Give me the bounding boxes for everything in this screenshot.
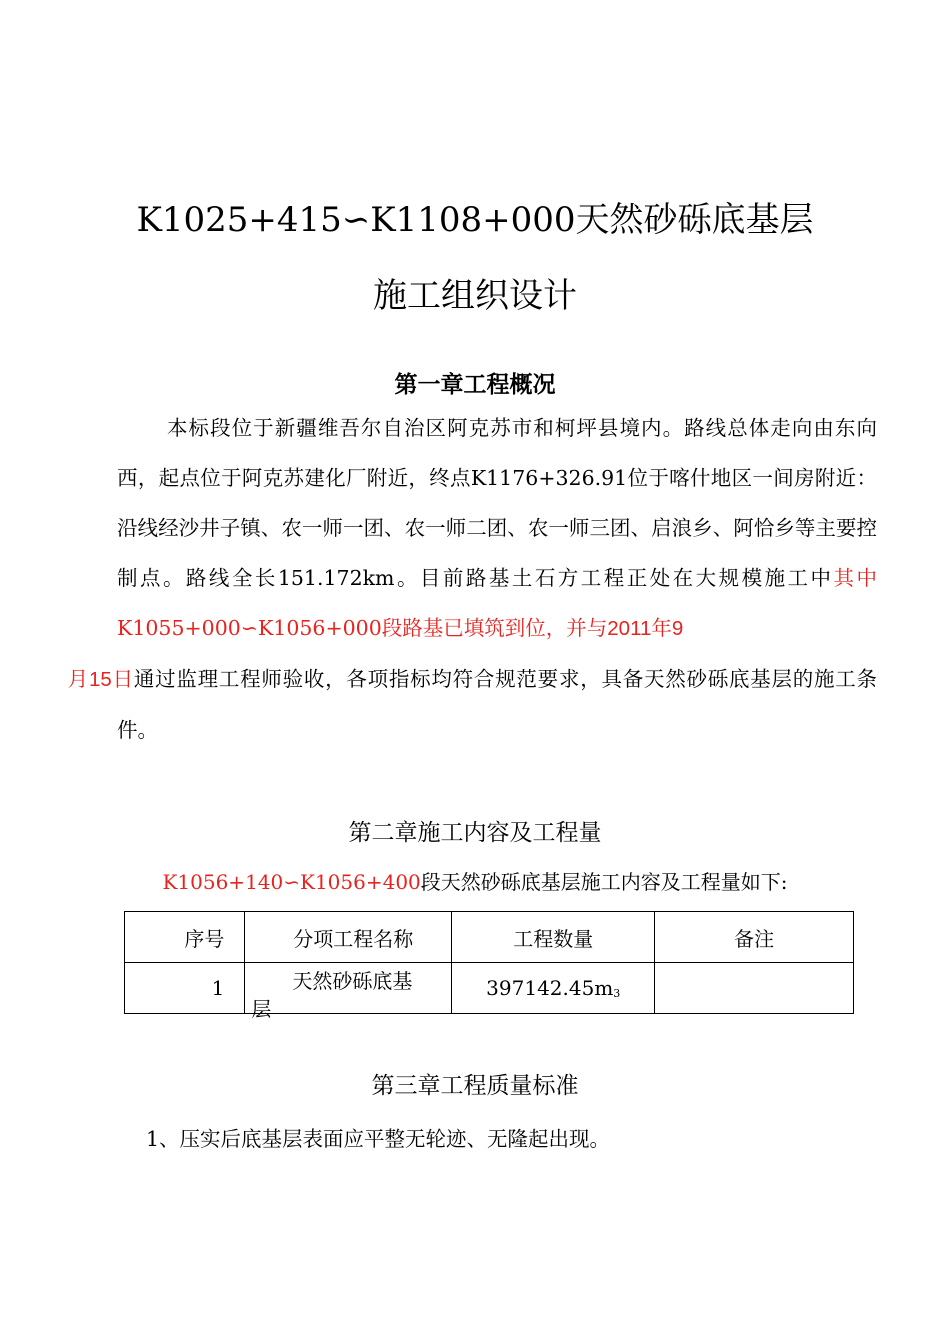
chapter1-text-red-nian: 年 xyxy=(651,616,672,640)
cell-qty-unit: 3 xyxy=(613,987,621,1000)
chapter1-text-red-yue: 月 xyxy=(67,667,90,691)
chapter1-paragraph xyxy=(67,403,878,755)
document-title-line1: K1025+415∽K1108+000天然砂砾底基层 xyxy=(136,200,814,240)
quantity-table xyxy=(124,911,854,1021)
cell-no: 1 xyxy=(125,963,245,1014)
cell-name-line2: 层 xyxy=(251,997,272,1021)
chapter1-text-red-year: 2011 xyxy=(607,617,652,640)
chapter1-text-part1: 本标段位于新疆维吾尔自治区阿克苏市和柯坪县境内。路线总体走向由东向西，起点位于阿克苏建化厂附近，终点K1176+326.91位于喀什地区一间房附近：沿线经沙井子镇、农一师一团、农一师二团、农一师三团、启浪乡、阿恰乡等主要控制点。路线全长151.172km。目前路基土石方工程正处在大规模施工中 xyxy=(117,416,877,590)
header-note: 备注 xyxy=(655,912,854,963)
chapter2-intro-text: 段天然砂砾底基层施工内容及工程量如下: xyxy=(420,870,788,894)
chapter1-text-red-month: 9 xyxy=(671,617,684,640)
cell-name-line1: 天然砂砾底基 xyxy=(292,969,413,993)
header-no: 序号 xyxy=(125,912,245,963)
chapter2-heading: 第二章施工内容及工程量 xyxy=(348,820,602,846)
header-qty: 工程数量 xyxy=(452,912,655,963)
chapter1-text-red-ri: 日 xyxy=(111,667,134,691)
chapter1-heading: 第一章工程概况 xyxy=(394,372,556,398)
table-header-row xyxy=(125,912,854,963)
chapter3-heading: 第三章工程质量标准 xyxy=(371,1073,579,1099)
chapter2-intro-range: K1056+140∽K1056+400 xyxy=(162,870,421,894)
header-name: 分项工程名称 xyxy=(245,912,452,963)
table-row xyxy=(125,963,854,1014)
document-title-line2: 施工组织设计 xyxy=(373,276,577,316)
chapter1-text-part3: 通过监理工程师验收，各项指标均符合规范要求，具备天然砂砾底基层的施工条件。 xyxy=(117,667,878,742)
chapter2-intro xyxy=(0,866,950,895)
cell-note xyxy=(655,963,854,1014)
chapter1-text-red-day: 15 xyxy=(89,668,112,691)
cell-name xyxy=(245,963,452,1021)
chapter3-item1: 1、压实后底基层表面应平整无轮迹、无隆起出现。 xyxy=(146,1127,611,1151)
cell-qty-value: 397142.45m xyxy=(486,976,614,1000)
chapter1-text-red-a: 其中K1055+000∽K1056+000段路基已填筑到位，并与 xyxy=(117,566,877,640)
cell-qty xyxy=(452,963,655,1014)
